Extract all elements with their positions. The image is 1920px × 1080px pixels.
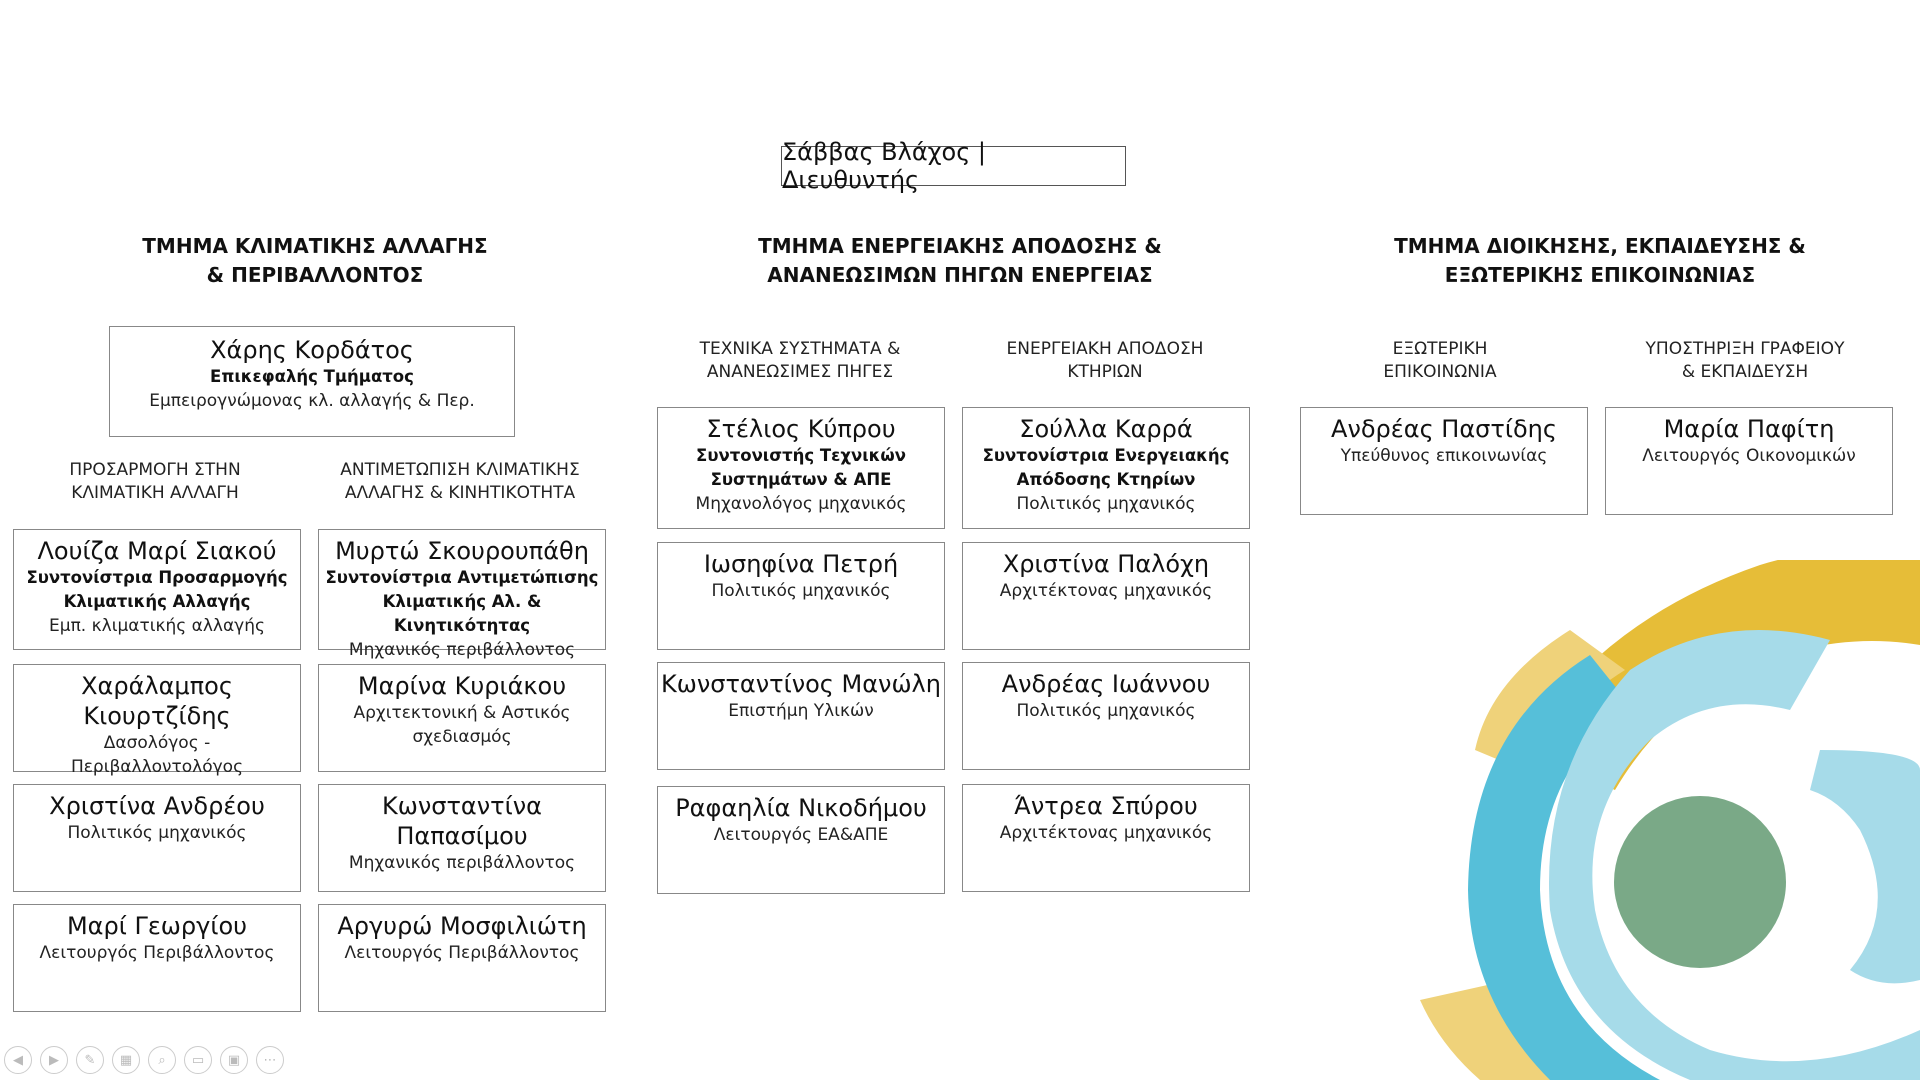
department-title-line: & ΠΕΡΙΒΑΛΛΟΝΤΟΣ [206,263,424,287]
person-profession: Πολιτικός μηχανικός [711,581,891,601]
next-icon[interactable]: ▶ [40,1046,68,1074]
person-role: Απόδοσης Κτηρίων [1016,470,1196,489]
staff-card [962,542,1250,650]
person-profession: Εμπειρογνώμονας κλ. αλλαγής & Περ. [149,391,475,411]
person-name: Στέλιος Κύπρου [706,415,896,443]
staff-card [1605,407,1893,515]
subunit-line: ΤΕΧΝΙΚΑ ΣΥΣΤΗΜΑΤΑ & [699,339,901,359]
staff-card [318,904,606,1012]
subunit-line: ΕΠΙΚΟΙΝΩΝΙΑ [1383,362,1497,382]
person-role: Κλιματικής Αλλαγής [63,592,251,611]
subunit-heading [1605,338,1885,384]
person-role: Κλιματικής Αλ. & Κινητικότητας [382,592,542,635]
staff-card [318,664,606,772]
staff-card [962,784,1250,892]
person-profession: Πολιτικός μηχανικός [1016,701,1196,721]
person-role: Συντονίστρια Προσαρμογής [26,568,288,587]
department-title-line: ΑΝΑΝΕΩΣΙΜΩΝ ΠΗΓΩΝ ΕΝΕΡΓΕΙΑΣ [767,263,1153,287]
staff-card [657,407,945,529]
staff-card [13,904,301,1012]
person-name: Λουίζα Μαρί Σιακού [37,537,277,565]
person-profession: Υπεύθυνος επικοινωνίας [1340,446,1548,466]
more-icon[interactable]: ⋯ [256,1046,284,1074]
subunit-heading [320,459,600,505]
subunit-line: & ΕΚΠΑΙΔΕΥΣΗ [1681,362,1809,382]
person-profession: Αρχιτεκτονική & Αστικός [353,703,571,723]
person-profession: Πολιτικός μηχανικός [67,823,247,843]
person-profession: Πολιτικός μηχανικός [1016,494,1196,514]
department-title-line: ΤΜΗΜΑ ΔΙΟΙΚΗΣΗΣ, ΕΚΠΑΙΔΕΥΣΗΣ & [1394,234,1806,258]
person-name: Χριστίνα Ανδρέου [49,792,265,820]
staff-card [318,784,606,892]
staff-card [657,542,945,650]
person-profession: Μηχανικός περιβάλλοντος [348,640,576,660]
department-title-climate [120,232,510,290]
staff-card [13,784,301,892]
prev-icon[interactable]: ◀ [4,1046,32,1074]
person-role: Επικεφαλής Τμήματος [210,367,414,386]
person-name: Μυρτώ Σκουρουπάθη [335,537,589,565]
pen-icon[interactable]: ✎ [76,1046,104,1074]
subunit-line: ΥΠΟΣΤΗΡΙΞΗ ΓΡΑΦΕΙΟΥ [1645,339,1845,359]
person-name: Ανδρέας Ιωάννου [1001,670,1211,698]
head-card [109,326,515,437]
person-name: Μαρί Γεωργίου [66,912,248,940]
green-center-circle [1614,796,1786,968]
subunit-heading [1300,338,1580,384]
person-role: Συντονίστρια Ενεργειακής [982,446,1230,465]
subtitles-icon[interactable]: ▭ [184,1046,212,1074]
department-title-energy [730,232,1190,290]
person-name: Αργυρώ Μοσφιλιώτη [337,912,587,940]
person-profession: Λειτουργός ΕΑ&ΑΠΕ [713,825,889,845]
person-profession: Μηχανολόγος μηχανικός [695,494,907,514]
person-name: Ιωσηφίνα Πετρή [703,550,899,578]
person-name: Κωνσταντίνα Παπασίμου [382,792,542,850]
staff-card [657,662,945,770]
department-title-line: ΕΞΩΤΕΡΙΚΗΣ ΕΠΙΚΟΙΝΩΝΙΑΣ [1444,263,1756,287]
subunit-line: ΑΛΛΑΓΗΣ & ΚΙΝΗΤΙΚΟΤΗΤΑ [344,483,576,503]
staff-card [318,529,606,660]
person-profession: Επιστήμη Υλικών [728,701,874,721]
subunit-line: ΠΡΟΣΑΡΜΟΓΗ ΣΤΗΝ [69,460,241,480]
director-box: Σάββας Βλάχος | Διευθυντής [781,146,1126,186]
person-name: Άντρεα Σπύρου [1014,792,1198,820]
person-profession: Περιβαλλοντολόγος [70,757,244,777]
decorative-logo-rings [1360,560,1920,1080]
subunit-line: ΕΝΕΡΓΕΙΑΚΗ ΑΠΟΔΟΣΗ [1006,339,1204,359]
person-name: Σούλλα Καρρά [1019,415,1193,443]
staff-card [962,407,1250,529]
person-name: Χάρης Κορδάτος [210,336,414,364]
person-profession: Μηχανικός περιβάλλοντος [348,853,576,873]
person-name: Χαράλαμπος Κιουρτζίδης [81,672,233,730]
person-profession: Δασολόγος - [103,733,211,753]
department-title-line: ΤΜΗΜΑ ΚΛΙΜΑΤΙΚΗΣ ΑΛΛΑΓΗΣ [142,234,488,258]
subunit-line: ΕΞΩΤΕΡΙΚΗ [1392,339,1488,359]
staff-card [13,529,301,650]
subunit-heading [665,338,935,384]
person-profession: σχεδιασμός [412,727,512,747]
subunit-line: ΚΛΙΜΑΤΙΚΗ ΑΛΛΑΓΗ [71,483,239,503]
zoom-icon[interactable]: ⌕ [148,1046,176,1074]
slideshow-controls [4,1046,284,1074]
person-name: Κωνσταντίνος Μανώλη [661,670,941,698]
person-profession: Αρχιτέκτονας μηχανικός [999,823,1213,843]
department-title-admin [1370,232,1830,290]
person-role: Συντονιστής Τεχνικών [696,446,906,465]
slides-icon[interactable]: ▦ [112,1046,140,1074]
person-name: Μαρίνα Κυριάκου [357,672,567,700]
camera-icon[interactable]: ▣ [220,1046,248,1074]
person-role: Συστημάτων & ΑΠΕ [710,470,892,489]
person-name: Χριστίνα Παλόχη [1002,550,1210,578]
subunit-heading [970,338,1240,384]
staff-card [657,786,945,894]
subunit-heading [40,459,270,505]
department-title-line: ΤΜΗΜΑ ΕΝΕΡΓΕΙΑΚΗΣ ΑΠΟΔΟΣΗΣ & [758,234,1162,258]
person-profession: Λειτουργός Οικονομικών [1642,446,1856,466]
person-profession: Λειτουργός Περιβάλλοντος [39,943,275,963]
person-role: Συντονίστρια Αντιμετώπισης [325,568,599,587]
staff-card [13,664,301,777]
subunit-line: ΑΝΤΙΜΕΤΩΠΙΣΗ ΚΛΙΜΑΤΙΚΗΣ [340,460,580,480]
person-profession: Λειτουργός Περιβάλλοντος [344,943,580,963]
person-name: Ανδρέας Παστίδης [1331,415,1557,443]
person-name: Μαρία Παφίτη [1663,415,1835,443]
blue-light-right-arc [1810,750,1920,983]
person-name: Ραφαηλία Νικοδήμου [675,794,927,822]
staff-card [1300,407,1588,515]
person-profession: Εμπ. κλιματικής αλλαγής [49,616,265,636]
subunit-line: ΚΤΗΡΙΩΝ [1067,362,1143,382]
person-profession: Αρχιτέκτονας μηχανικός [999,581,1213,601]
staff-card [962,662,1250,770]
subunit-line: ΑΝΑΝΕΩΣΙΜΕΣ ΠΗΓΕΣ [706,362,894,382]
